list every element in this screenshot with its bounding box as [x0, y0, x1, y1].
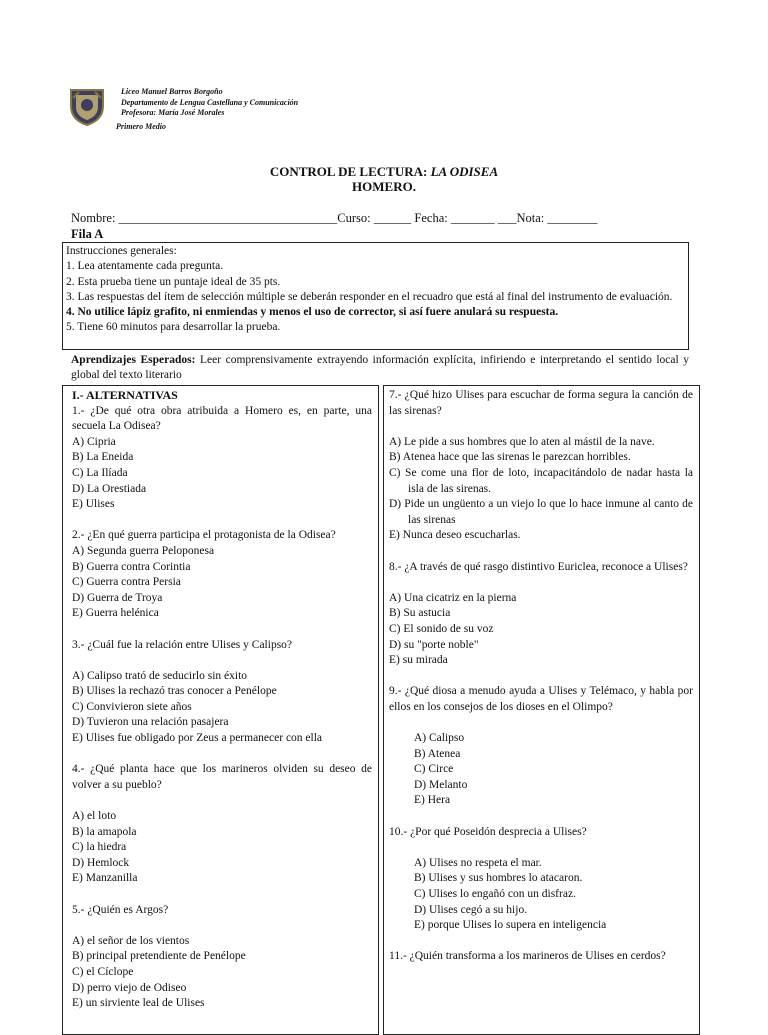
- question-text: 2.- ¿En qué guerra participa el protagonista de la Odisea?: [72, 529, 336, 542]
- learning-objectives-label: Aprendizajes Esperados:: [71, 354, 196, 366]
- spacer: [389, 934, 693, 950]
- answer-option: E) Nunca deseo escucharlas.: [389, 529, 521, 542]
- question-text: 5.- ¿Quién es Argos?: [72, 903, 169, 916]
- learning-objectives-text: Leer comprensivamente extrayendo información explícita, infiriendo e interpretando el sentido local y global del texto literario: [71, 354, 689, 381]
- answer-option: B) Atenea: [414, 747, 461, 760]
- answer-option: C) Se come una flor de loto, incapacitándolo de nadar hasta la isla de las sirenas.: [389, 466, 693, 495]
- instruction-item: 3. Las respuestas del ítem de selección múltiple se deberán responder en el recuadro que está al final del instrumento de evaluación.: [66, 290, 673, 303]
- spacer: [389, 715, 693, 731]
- answer-option: B) La Eneida: [72, 451, 134, 464]
- title-prefix: CONTROL DE LECTURA:: [269, 164, 431, 179]
- answer-option: E) Guerra helénica: [72, 607, 159, 620]
- option-list: [389, 856, 693, 934]
- answer-option: A) el loto: [72, 810, 117, 823]
- right-question-column: [383, 385, 700, 1035]
- spacer: [72, 1012, 372, 1028]
- answer-option: B) principal pretendiente de Penélope: [72, 950, 246, 963]
- instruction-item: 2. Esta prueba tiene un puntaje ideal de 35 pts.: [66, 275, 281, 288]
- spacer: [72, 793, 372, 809]
- spacer: [72, 918, 372, 934]
- answer-option: C) El sonido de su voz: [389, 622, 494, 635]
- answer-option: D) perro viejo de Odiseo: [72, 981, 187, 994]
- answer-option: E) Ulises fue obligado por Zeus a permanecer con ella: [72, 732, 323, 745]
- answer-option: D) Guerra de Troya: [72, 591, 163, 604]
- spacer: [389, 419, 693, 435]
- answer-option: E) porque Ulises lo supera en inteligencia: [414, 919, 607, 932]
- answer-option: C) el Cíclope: [72, 965, 134, 978]
- answer-option: B) Ulises y sus hombres lo atacaron.: [414, 872, 583, 885]
- answer-option: D) Melanto: [414, 778, 468, 791]
- instruction-item: 1. Lea atentamente cada pregunta.: [66, 260, 224, 273]
- question-block: [389, 560, 693, 685]
- question-text: 9.- ¿Qué diosa a menudo ayuda a Ulises y Telémaco, y habla por ellos en los consejos de los dioses en el Olimpo?: [389, 685, 693, 713]
- spacer: [72, 622, 372, 638]
- question-block: [72, 528, 372, 637]
- question-block: [389, 825, 693, 950]
- answer-option: B) la amapola: [72, 825, 137, 838]
- answer-option: C) Circe: [414, 763, 454, 776]
- answer-option: E) Manzanilla: [72, 872, 138, 885]
- learning-objectives: [71, 353, 689, 383]
- answer-option: D) Ulises cegó a su hijo.: [414, 903, 528, 916]
- spacer: [389, 809, 693, 825]
- spacer: [72, 513, 372, 529]
- question-text: 3.- ¿Cuál fue la relación entre Ulises y Calipso?: [72, 638, 293, 651]
- option-list: [72, 809, 372, 887]
- instruction-item: 5. Tiene 60 minutos para desarrollar la prueba.: [66, 321, 281, 334]
- question-text: 11.- ¿Quién transforma a los marineros de Ulises en cerdos?: [389, 950, 666, 963]
- answer-option: C) Ulises lo engañó con un disfraz.: [414, 888, 576, 900]
- answer-option: A) Una cicatriz en la pierna: [389, 591, 517, 604]
- answer-option: C) la hiedra: [72, 841, 127, 854]
- answer-option: E) Ulises: [72, 498, 115, 511]
- question-block: [389, 949, 693, 996]
- section-title: I.- ALTERNATIVAS: [72, 388, 178, 402]
- answer-option: A) Calipso: [414, 732, 465, 745]
- instructions-box: [62, 242, 689, 350]
- department-name: Departamento de Lengua Castellana y Comunicación: [121, 97, 299, 107]
- answer-option: C) Guerra contra Persia: [72, 576, 181, 589]
- spacer: [389, 544, 693, 560]
- answer-option: A) Cipria: [72, 435, 116, 448]
- fila-label: Fila A: [71, 227, 104, 241]
- spacer: [389, 981, 693, 997]
- left-question-column: [62, 385, 379, 1035]
- title-author: HOMERO.: [352, 179, 416, 194]
- answer-option: A) Le pide a sus hombres que lo aten al mástil de la nave.: [389, 435, 655, 448]
- option-list: [72, 544, 372, 622]
- option-list: [72, 435, 372, 513]
- answer-option: B) Ulises la rechazó tras conocer a Penélope: [72, 685, 277, 698]
- spacer: [389, 965, 693, 981]
- question-block: [389, 388, 693, 560]
- answer-option: D) Hemlock: [72, 856, 130, 869]
- grade-level: Primero Medio: [116, 122, 166, 131]
- answer-option: A) el señor de los vientos: [72, 934, 190, 947]
- question-text: 10.- ¿Por qué Poseidón desprecia a Ulises?: [389, 825, 587, 838]
- teacher-name: Profesora: María José Morales: [121, 108, 225, 117]
- answer-option: E) un sirviente leal de Ulises: [72, 997, 205, 1010]
- question-block: [72, 638, 372, 763]
- instruction-item: 4. No utilice lápiz grafito, ni enmiendas y menos el uso de corrector, si así fuere anulará su respuesta.: [66, 306, 559, 319]
- question-text: 7.- ¿Qué hizo Ulises para escuchar de forma segura la canción de las sirenas?: [389, 389, 693, 417]
- option-list: [72, 669, 372, 747]
- option-list: [72, 934, 372, 1012]
- question-block: [72, 903, 372, 1028]
- question-block: [72, 762, 372, 902]
- answer-option: D) Tuvieron una relación pasajera: [72, 716, 229, 729]
- spacer: [389, 669, 693, 685]
- answer-option: E) su mirada: [389, 654, 448, 667]
- document-title: [0, 164, 768, 194]
- option-list: [389, 435, 693, 544]
- answer-option: B) Guerra contra Corintia: [72, 560, 191, 573]
- question-text: 1.- ¿De qué otra obra atribuida a Homero es, en parte, una secuela La Odisea?: [72, 404, 372, 433]
- instructions-heading: Instrucciones generales:: [66, 245, 177, 257]
- answer-option: D) La Orestiada: [72, 482, 147, 495]
- student-fields-line: Nombre: ___________________________________Curso: ______ Fecha: _______ ___Nota: ________: [71, 211, 598, 225]
- answer-option: A) Segunda guerra Peloponesa: [72, 544, 215, 557]
- spacer: [72, 747, 372, 763]
- answer-option: C) La Ilíada: [72, 466, 128, 479]
- spacer: [389, 575, 693, 591]
- answer-option: E) Hera: [414, 794, 451, 807]
- option-list: [389, 731, 693, 809]
- answer-option: D) Pide un ungüento a un viejo lo que lo hace inmune al canto de las sirenas: [389, 498, 693, 526]
- spacer: [389, 840, 693, 856]
- spacer: [72, 653, 372, 669]
- question-text: 8.- ¿A través de qué rasgo distintivo Euriclea, reconoce a Ulises?: [389, 560, 688, 573]
- spacer: [72, 887, 372, 903]
- school-name: Liceo Manuel Barros Borgoño: [121, 87, 223, 96]
- question-text: 4.- ¿Qué planta hace que los marineros olviden su deseo de volver a su pueblo?: [72, 763, 372, 791]
- answer-option: B) Atenea hace que las sirenas le parezcan horribles.: [389, 451, 631, 464]
- question-block: [72, 404, 372, 529]
- school-info: [121, 87, 298, 119]
- school-crest-logo: [69, 86, 105, 126]
- answer-option: A) Ulises no respeta el mar.: [414, 856, 542, 869]
- title-work: LA ODISEA: [430, 164, 499, 179]
- question-block: [389, 684, 693, 824]
- answer-option: C) Convivieron siete años: [72, 700, 192, 713]
- answer-option: B) Su astucia: [389, 607, 451, 620]
- answer-option: D) su "porte noble": [389, 638, 479, 651]
- option-list: [389, 591, 693, 669]
- answer-option: A) Calipso trató de seducirlo sin éxito: [72, 669, 248, 682]
